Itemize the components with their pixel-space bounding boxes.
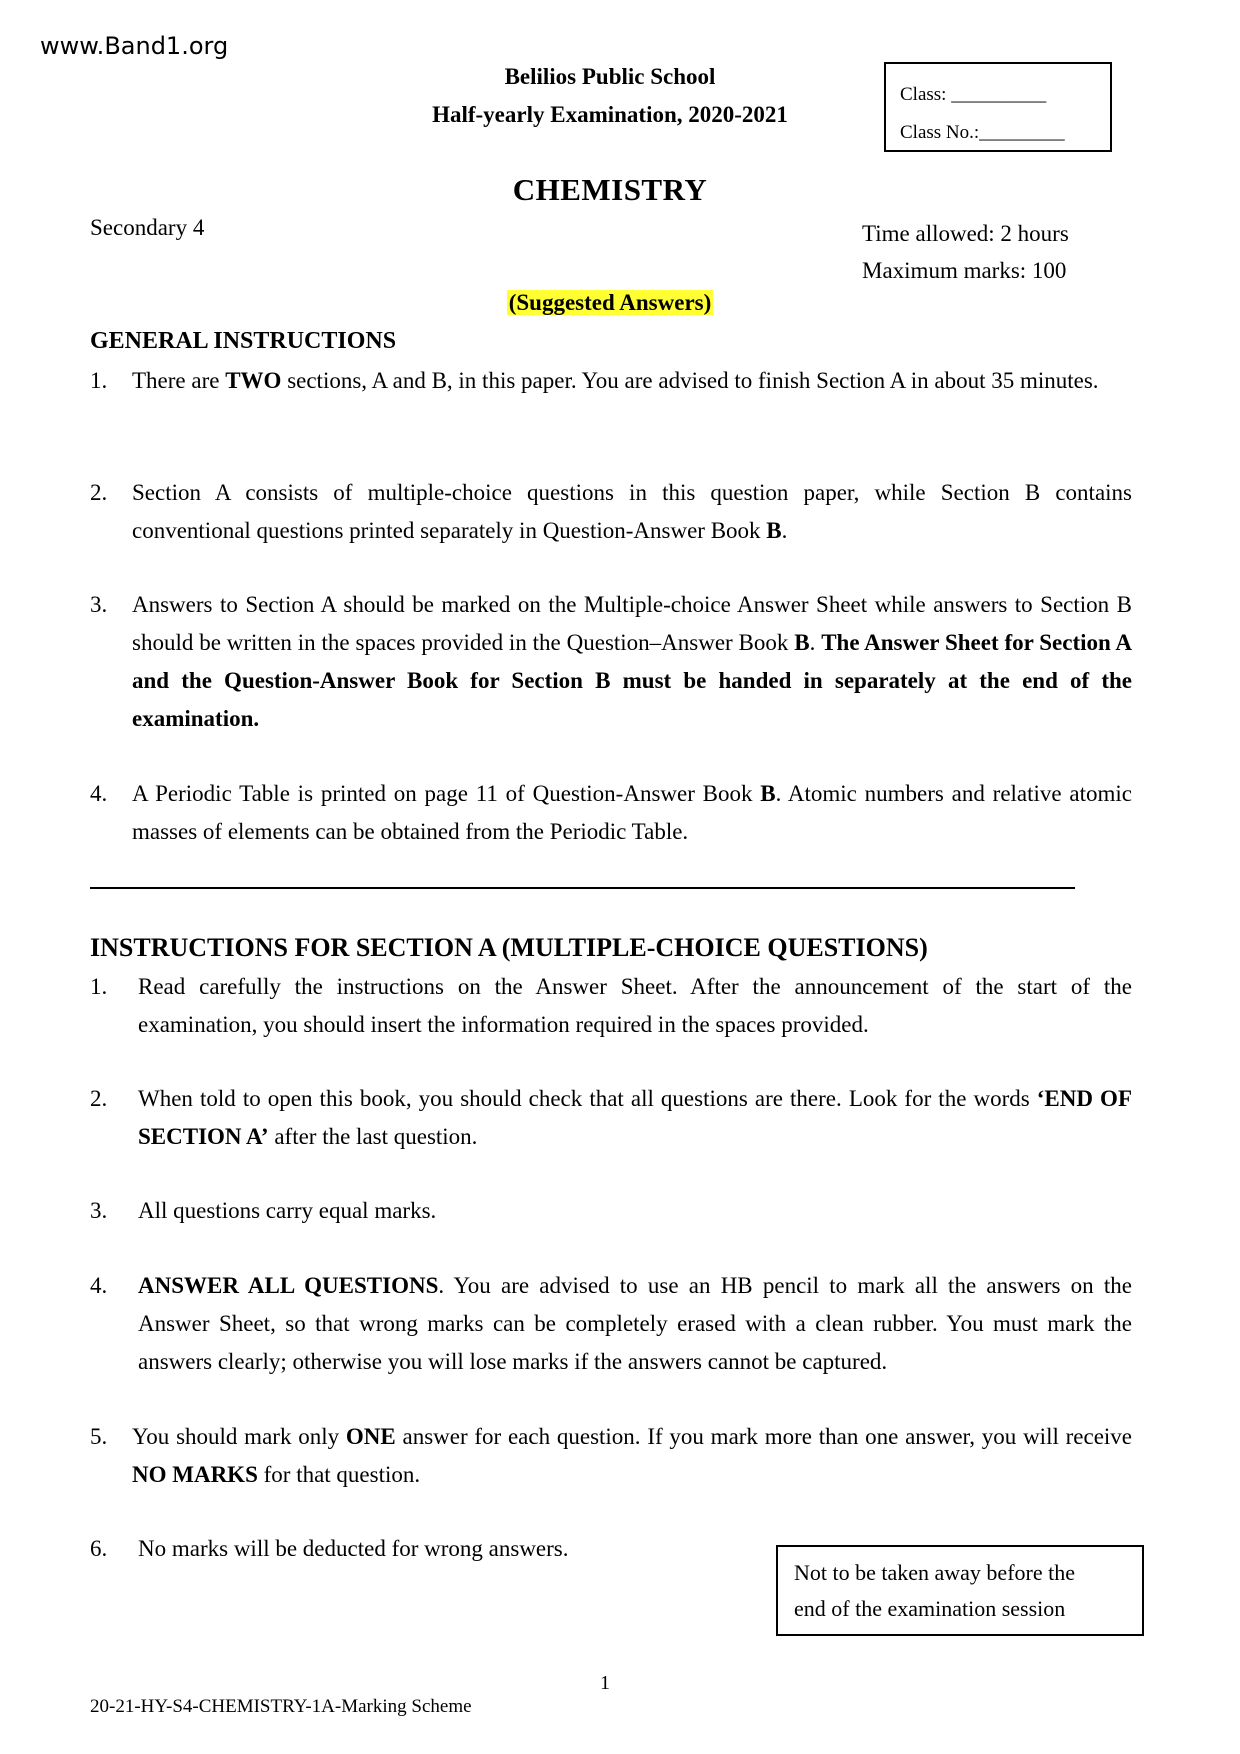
school-name: Belilios Public School bbox=[504, 64, 716, 89]
section-a-item-3 bbox=[90, 1192, 1132, 1230]
divider-line bbox=[90, 887, 1075, 889]
page-number: 1 bbox=[600, 1672, 610, 1694]
class-info-box bbox=[884, 62, 1112, 152]
general-item-2 bbox=[90, 474, 1132, 550]
general-item-4 bbox=[90, 775, 1132, 851]
footer-code: 20-21-HY-S4-CHEMISTRY-1A-Marking Scheme bbox=[90, 1696, 472, 1717]
item-text: Read carefully the instructions on the Answer Sheet. After the announcement of the start of the examination, you should insert the information required in the spaces provided. bbox=[138, 974, 1132, 1037]
suggested-highlight: (Suggested Answers) bbox=[508, 290, 712, 315]
item-number: 4. bbox=[90, 781, 108, 806]
item-text: Answers to Section A should be marked on the Multiple-choice Answer Sheet while answers to Section B should be written in the spaces provided in the Question–Answer Book B. The Answer Sheet for Section A and the Question-Answer Book for Section B must be handed in separately at the end of the examination. bbox=[132, 592, 1132, 731]
item-number: 3. bbox=[90, 1198, 108, 1223]
item-text: When told to open this book, you should check that all questions are there. Look for the words ‘END OF SECTION A’ after the last question. bbox=[138, 1086, 1132, 1149]
item-number: 1. bbox=[90, 368, 108, 393]
item-text: No marks will be deducted for wrong answers. bbox=[138, 1536, 569, 1561]
section-a-item-2 bbox=[90, 1080, 1132, 1156]
general-item-1 bbox=[90, 362, 1132, 400]
item-number: 6. bbox=[90, 1536, 108, 1561]
subject-title: CHEMISTRY bbox=[512, 172, 708, 207]
watermark-url: www.Band1.org bbox=[40, 32, 229, 60]
item-number: 2. bbox=[90, 480, 108, 505]
class-no-label: Class No.:_________ bbox=[900, 122, 1065, 143]
notice-line-2: end of the examination session bbox=[794, 1596, 1066, 1621]
item-number: 4. bbox=[90, 1273, 108, 1298]
item-text: Section A consists of multiple-choice questions in this question paper, while Section B contains conventional questions printed separately in Question-Answer Book B. bbox=[132, 480, 1132, 543]
item-text: ANSWER ALL QUESTIONS. You are advised to use an HB pencil to mark all the answers on the Answer Sheet, so that wrong marks can be completely erased with a clean rubber. You must mark the answers clearly; otherwise you will lose marks if the answers cannot be captured. bbox=[138, 1273, 1132, 1374]
item-text: You should mark only ONE answer for each question. If you mark more than one answer, you will receive NO MARKS for that question. bbox=[132, 1424, 1133, 1487]
item-number: 5. bbox=[90, 1424, 108, 1449]
section-a-item-6 bbox=[90, 1530, 730, 1568]
item-text: There are TWO sections, A and B, in this paper. You are advised to finish Section A in about 35 minutes. bbox=[132, 368, 1099, 393]
section-a-heading: INSTRUCTIONS FOR SECTION A (MULTIPLE-CHOICE QUESTIONS) bbox=[90, 933, 928, 962]
section-a-item-5 bbox=[90, 1418, 1132, 1494]
item-number: 2. bbox=[90, 1086, 108, 1111]
notice-box bbox=[776, 1545, 1144, 1636]
item-text: A Periodic Table is printed on page 11 of Question-Answer Book B. Atomic numbers and relative atomic masses of elements can be obtained from the Periodic Table. bbox=[132, 781, 1132, 844]
general-item-3 bbox=[90, 586, 1132, 738]
time-marks-block bbox=[862, 215, 1069, 289]
maximum-marks: Maximum marks: 100 bbox=[862, 258, 1067, 283]
item-number: 3. bbox=[90, 592, 108, 617]
item-number: 1. bbox=[90, 974, 108, 999]
general-instructions-heading: GENERAL INSTRUCTIONS bbox=[90, 328, 397, 354]
section-a-item-4 bbox=[90, 1267, 1132, 1381]
item-text: All questions carry equal marks. bbox=[138, 1198, 437, 1223]
suggested-answers-label bbox=[330, 290, 890, 316]
level-label: Secondary 4 bbox=[90, 215, 205, 240]
class-label: Class: __________ bbox=[900, 84, 1047, 105]
notice-line-1: Not to be taken away before the bbox=[794, 1560, 1075, 1585]
section-a-item-1 bbox=[90, 968, 1132, 1044]
exam-title: Half-yearly Examination, 2020-2021 bbox=[432, 102, 788, 127]
time-allowed: Time allowed: 2 hours bbox=[862, 221, 1069, 246]
